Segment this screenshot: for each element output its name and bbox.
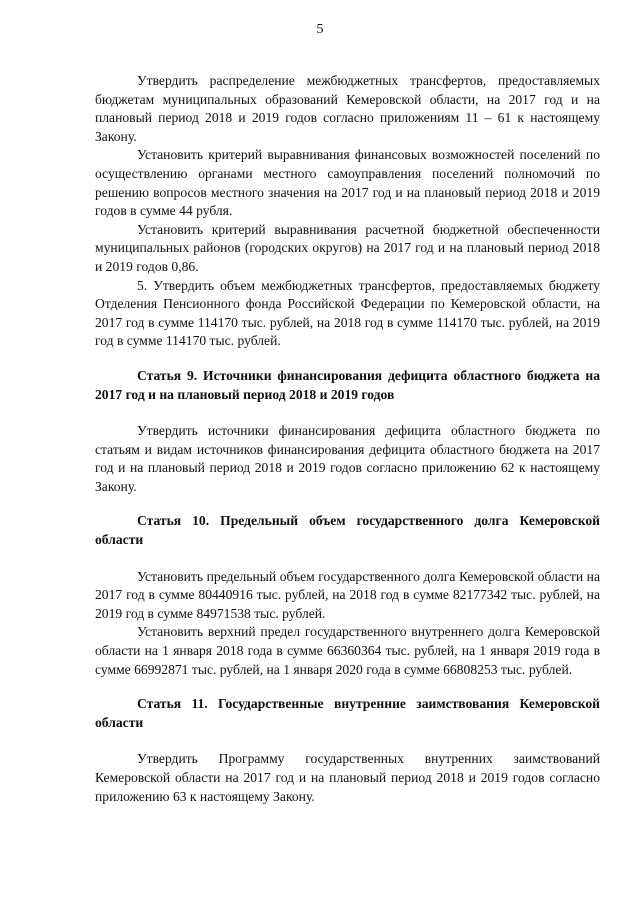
paragraph-settlement-criterion: Установить критерий выравнивания финансовых возможностей поселений по осуществлению органами местного самоуправления поселений полномочий по решению вопросов местного значения на 2017 год и на плановый период 2018 и 2019 годов в сумме 44 рубля.: [95, 147, 600, 219]
article-11-paragraph: Утвердить Программу государственных внутренних заимствований Кемеровской области на 2017 год и на плановый период 2018 и 2019 годов согласно приложению 63 к настоящему Закону.: [95, 751, 600, 804]
article-11-heading: Статья 11. Государственные внутренние заимствования Кемеровской области: [95, 696, 600, 730]
article-9-heading: Статья 9. Источники финансирования дефицита областного бюджета на 2017 год и на плановый период 2018 и 2019 годов: [95, 367, 600, 402]
paragraph-district-criterion: Установить критерий выравнивания расчетной бюджетной обеспеченности муниципальных районов (городских округов) на 2017 год и на плановый период 2018 и 2019 годов 0,86.: [95, 221, 600, 274]
paragraph-transfers-distribution: Утвердить распределение межбюджетных трансфертов, предоставляемых бюджетам муниципальных образований Кемеровской области, на 2017 год и на плановый период 2018 и 2019 годов согласно приложениям 11 – 61 к настоящему Закону.: [95, 73, 600, 144]
article-10-paragraph-limit: Установить предельный объем государственного долга Кемеровской области на 2017 год в сумме 80440916 тыс. рублей, на 2018 год в сумме 82177342 тыс. рублей, на 2019 год в сумме 84971538 тыс. рублей.: [95, 568, 600, 621]
article-10-heading: Статья 10. Предельный объем государственного долга Кемеровской области: [95, 513, 600, 548]
page-number: 5: [316, 22, 324, 37]
document-body: [95, 72, 600, 806]
article-10-paragraph-upper-bound: Установить верхний предел государственного внутреннего долга Кемеровской области на 1 января 2018 года в сумме 66360364 тыс. рублей, на 1 января 2019 года в сумме 66992871 тыс. рублей, на 1 января 2020 года в сумме 66808253 тыс. рублей.: [95, 624, 600, 677]
paragraph-pension-fund-transfers: 5. Утвердить объем межбюджетных трансфертов, предоставляемых бюджету Отделения Пенсионного фонда Российской Федерации по Кемеровской области, на 2017 год в сумме 114170 тыс. рублей, на 2018 год в сумме 114170 тыс. рублей, на 2019 год в сумме 114170 тыс. рублей.: [95, 277, 600, 349]
article-9-paragraph: Утвердить источники финансирования дефицита областного бюджета по статьям и видам источников финансирования дефицита областного бюджета на 2017 год и на плановый период 2018 и 2019 годов согласно приложению 62 к настоящему Закону.: [95, 423, 600, 494]
